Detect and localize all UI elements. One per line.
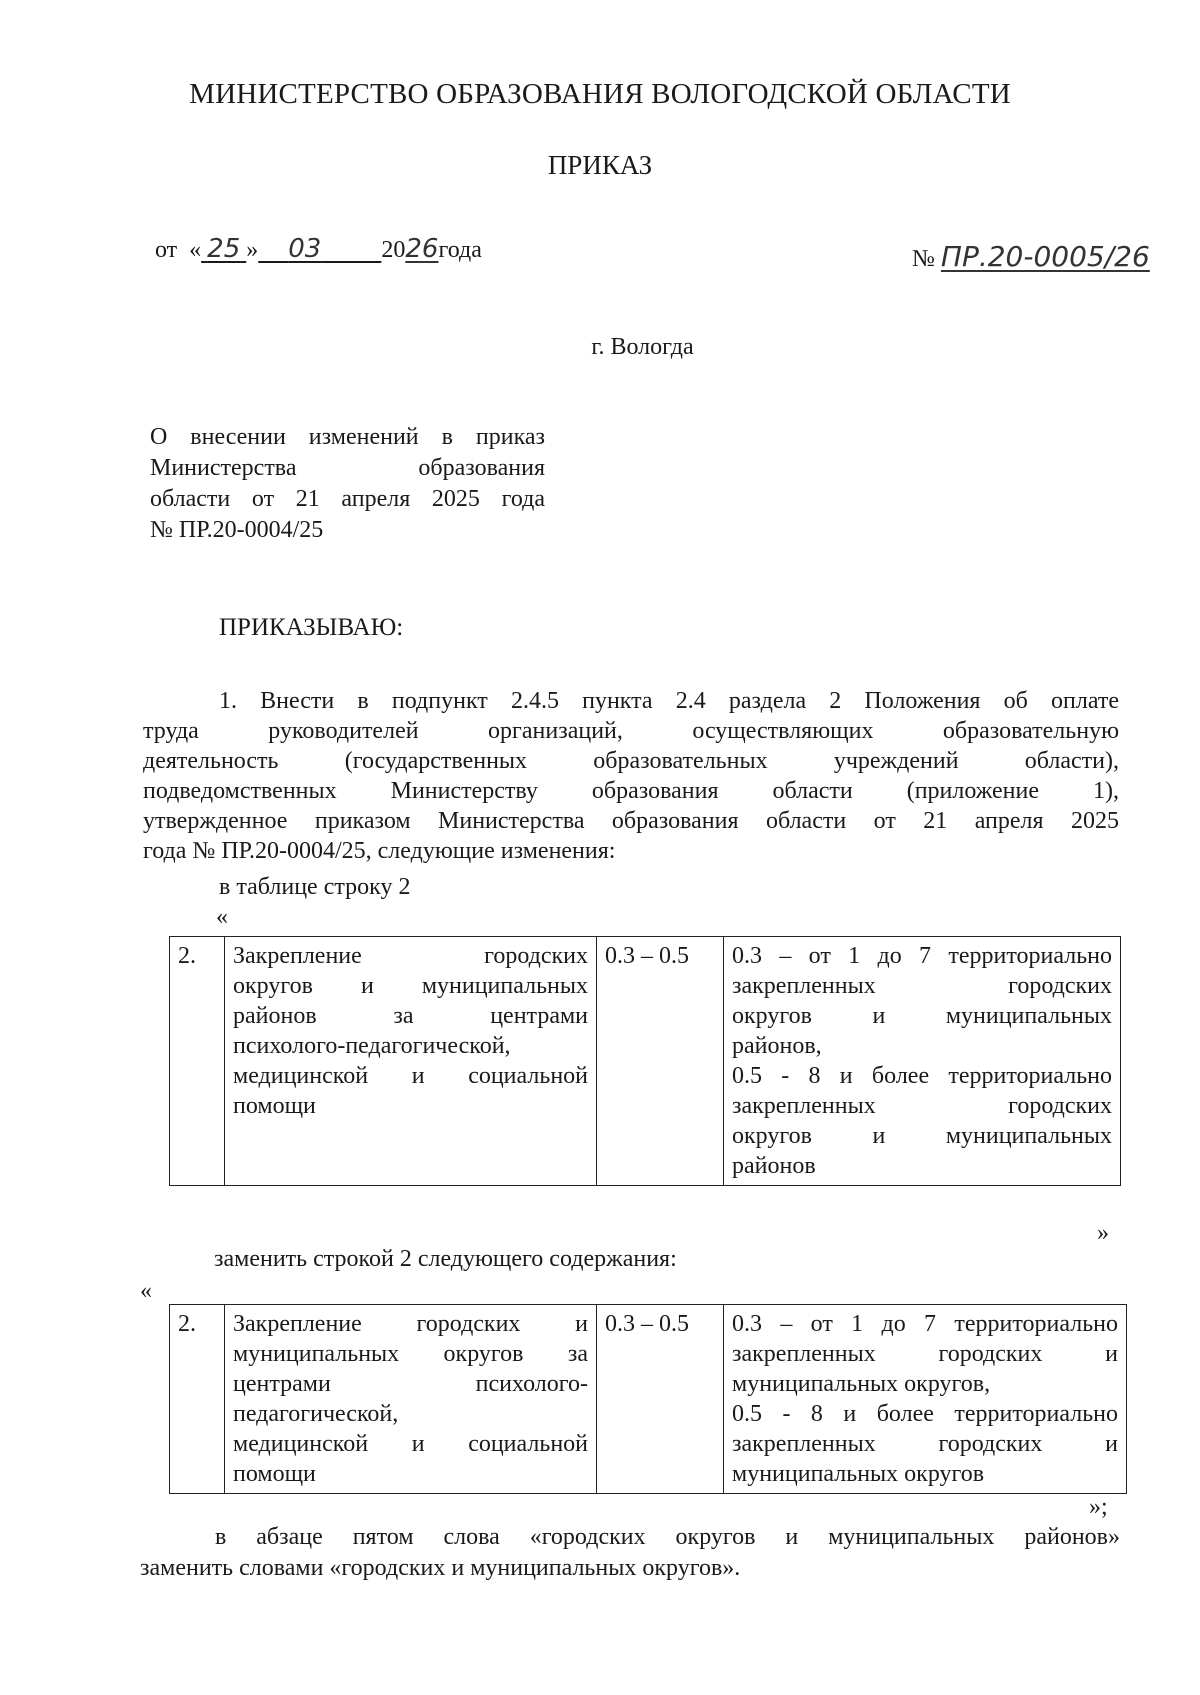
date-prefix: от <box>155 237 178 263</box>
cell-line: муниципальных округов <box>732 1461 985 1487</box>
cell-line: округов и муниципальных <box>732 1003 1112 1029</box>
old-row-detail <box>724 937 1121 1186</box>
paragraph-line: заменить словами «городских и муниципальных округов». <box>140 1555 741 1581</box>
cell-line: Закрепление городских и <box>233 1311 588 1337</box>
number-sign: № <box>912 246 935 272</box>
paragraph-line: утвержденное приказом Министерства образования области от 21 апреля 2025 <box>143 808 1119 834</box>
in-table-text: в таблице строку 2 <box>219 874 411 900</box>
cell-line: районов <box>732 1153 816 1179</box>
document-type: ПРИКАЗ <box>547 150 653 180</box>
cell-line: округов и муниципальных <box>732 1123 1112 1149</box>
ministry-title: МИНИСТЕРСТВО ОБРАЗОВАНИЯ ВОЛОГОДСКОЙ ОБЛАСТИ <box>189 78 1011 110</box>
cell-line: 0.5 - 8 и более территориально <box>732 1063 1112 1089</box>
cell-line: 0.3 – от 1 до 7 территориально <box>732 1311 1118 1337</box>
cell-line: муниципальных округов, <box>732 1371 991 1397</box>
cell-line: медицинской и социальной <box>233 1063 588 1089</box>
cell-line: муниципальных округов за <box>233 1341 588 1367</box>
new-row-range: 0.3 – 0.5 <box>597 1305 724 1494</box>
old-table-row <box>169 936 1121 1186</box>
cell-line: 0.3 – от 1 до 7 территориально <box>732 943 1112 969</box>
old-row-open-quote: « <box>216 904 228 930</box>
cell-line: помощи <box>233 1093 316 1119</box>
subject-line: Министерства образования <box>150 455 545 481</box>
paragraph-line: 1. Внести в подпункт 2.4.5 пункта 2.4 раздела 2 Положения об оплате <box>219 688 1119 714</box>
cell-line: закрепленных городских <box>732 1093 1112 1119</box>
new-table-row <box>169 1304 1127 1494</box>
new-row-open-quote: « <box>140 1278 152 1304</box>
order-number <box>912 240 1150 273</box>
cell-line: районов за центрами <box>233 1003 588 1029</box>
subject-line: области от 21 апреля 2025 года <box>150 486 545 512</box>
date-suffix: года <box>438 237 482 263</box>
old-row-number: 2. <box>170 937 225 1186</box>
date-close-quote: » <box>246 237 259 263</box>
new-row-detail <box>724 1305 1127 1494</box>
order-subject <box>150 422 545 546</box>
new-row-description <box>225 1305 597 1494</box>
paragraph-line: в абзаце пятом слова «городских округов и муниципальных районов» <box>215 1524 1120 1550</box>
paragraph-line: подведомственных Министерству образования области (приложение 1), <box>143 778 1119 804</box>
date-day: 25 <box>207 234 241 264</box>
paragraph-line: труда руководителей организаций, осуществляющих образовательную <box>143 718 1119 744</box>
subject-line: № ПР.20-0004/25 <box>150 517 324 543</box>
paragraph-line: деятельность (государственных образовательных учреждений области), <box>143 748 1119 774</box>
date-open-quote: « <box>189 237 202 263</box>
subject-line: О внесении изменений в приказ <box>150 424 545 450</box>
old-row-description <box>225 937 597 1186</box>
old-row-range: 0.3 – 0.5 <box>597 937 724 1186</box>
cell-line: педагогической, <box>233 1401 399 1427</box>
final-paragraph <box>140 1522 1120 1584</box>
date-month-underline <box>258 234 381 264</box>
old-row-close-quote: » <box>1097 1220 1109 1246</box>
replace-with-text: заменить строкой 2 следующего содержания: <box>214 1246 677 1272</box>
cell-line: 0.5 - 8 и более территориально <box>732 1401 1118 1427</box>
cell-line: помощи <box>233 1461 316 1487</box>
date-month: 03 <box>288 234 322 264</box>
cell-line: районов, <box>732 1033 822 1059</box>
city: г. Вологда <box>591 334 694 360</box>
cell-line: закрепленных городских и <box>732 1341 1118 1367</box>
cell-line: закрепленных городских и <box>732 1431 1118 1457</box>
date-day-underline <box>201 234 246 264</box>
cell-line: Закрепление городских <box>233 943 588 969</box>
new-row-number: 2. <box>170 1305 225 1494</box>
cell-line: центрами психолого- <box>233 1371 588 1397</box>
paragraph-1 <box>143 686 1119 866</box>
number-value: ПР.20-0005/26 <box>940 240 1150 273</box>
cell-line: психолого-педагогической, <box>233 1033 511 1059</box>
cell-line: округов и муниципальных <box>233 973 588 999</box>
date-year-prefix: 20 <box>381 237 406 263</box>
order-date <box>155 234 482 264</box>
paragraph-line: года № ПР.20-0004/25, следующие изменения: <box>143 838 616 864</box>
new-row-close-quote: »; <box>1089 1494 1108 1520</box>
cell-line: закрепленных городских <box>732 973 1112 999</box>
date-year-suffix: 26 <box>405 234 439 264</box>
order-word: ПРИКАЗЫВАЮ: <box>219 614 404 641</box>
cell-line: медицинской и социальной <box>233 1431 588 1457</box>
